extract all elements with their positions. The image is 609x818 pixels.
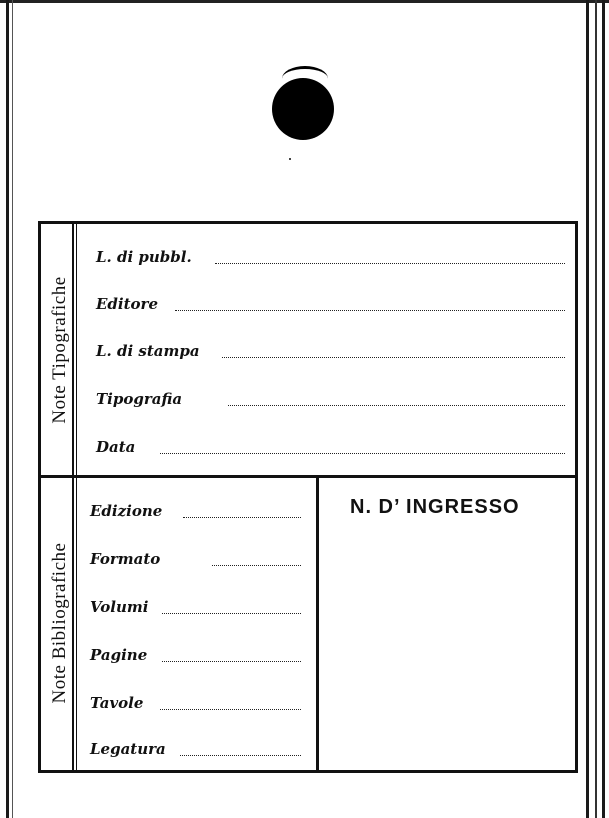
field-label-pages: Pagine: [90, 646, 148, 664]
field-label-publisher: Editore: [96, 295, 158, 313]
accession-divider-rule: [316, 478, 319, 770]
accession-number-label: N. D’ INGRESSO: [350, 496, 520, 518]
field-line-edition[interactable]: [183, 517, 301, 518]
card-right-edge-outer: [602, 0, 605, 818]
field-line-place-of-publication[interactable]: [215, 263, 565, 264]
field-label-plates: Tavole: [90, 694, 144, 712]
frame-top-rule: [38, 221, 578, 224]
card-right-edge-inner: [595, 0, 597, 818]
field-line-volumes[interactable]: [162, 613, 301, 614]
field-label-edition: Edizione: [90, 502, 163, 520]
card-left-edge-inner: [12, 0, 13, 818]
field-line-printer[interactable]: [228, 405, 565, 406]
field-label-date: Data: [96, 438, 136, 456]
field-line-pages[interactable]: [162, 661, 301, 662]
field-label-place-of-printing: L. di stampa: [96, 342, 200, 360]
field-label-format: Formato: [90, 550, 161, 568]
section-label-bibliographic: Note Bibliografiche: [49, 542, 70, 704]
field-line-format[interactable]: [212, 565, 301, 566]
field-line-date[interactable]: [160, 453, 565, 454]
section-label-typographic: Note Tipografiche: [49, 276, 70, 424]
card-left-edge: [6, 0, 9, 818]
frame-left-rule: [38, 221, 41, 773]
section-divider-rule: [38, 475, 578, 478]
card-right-edge: [586, 0, 589, 818]
field-line-place-of-printing[interactable]: [222, 357, 565, 358]
field-label-printer: Tipografia: [96, 390, 183, 408]
field-label-volumes: Volumi: [90, 598, 149, 616]
label-column-rule: [72, 224, 74, 770]
field-label-binding: Legatura: [90, 740, 166, 758]
field-line-plates[interactable]: [160, 709, 301, 710]
card-top-edge: [0, 0, 609, 3]
frame-right-rule: [575, 221, 578, 773]
field-line-binding[interactable]: [180, 755, 301, 756]
frame-bottom-rule: [38, 770, 578, 773]
label-column-rule-inner: [76, 224, 77, 770]
speck: [289, 158, 291, 160]
punch-hole: [272, 78, 334, 140]
field-label-place-of-publication: L. di pubbl.: [96, 248, 192, 266]
field-line-publisher[interactable]: [175, 310, 565, 311]
